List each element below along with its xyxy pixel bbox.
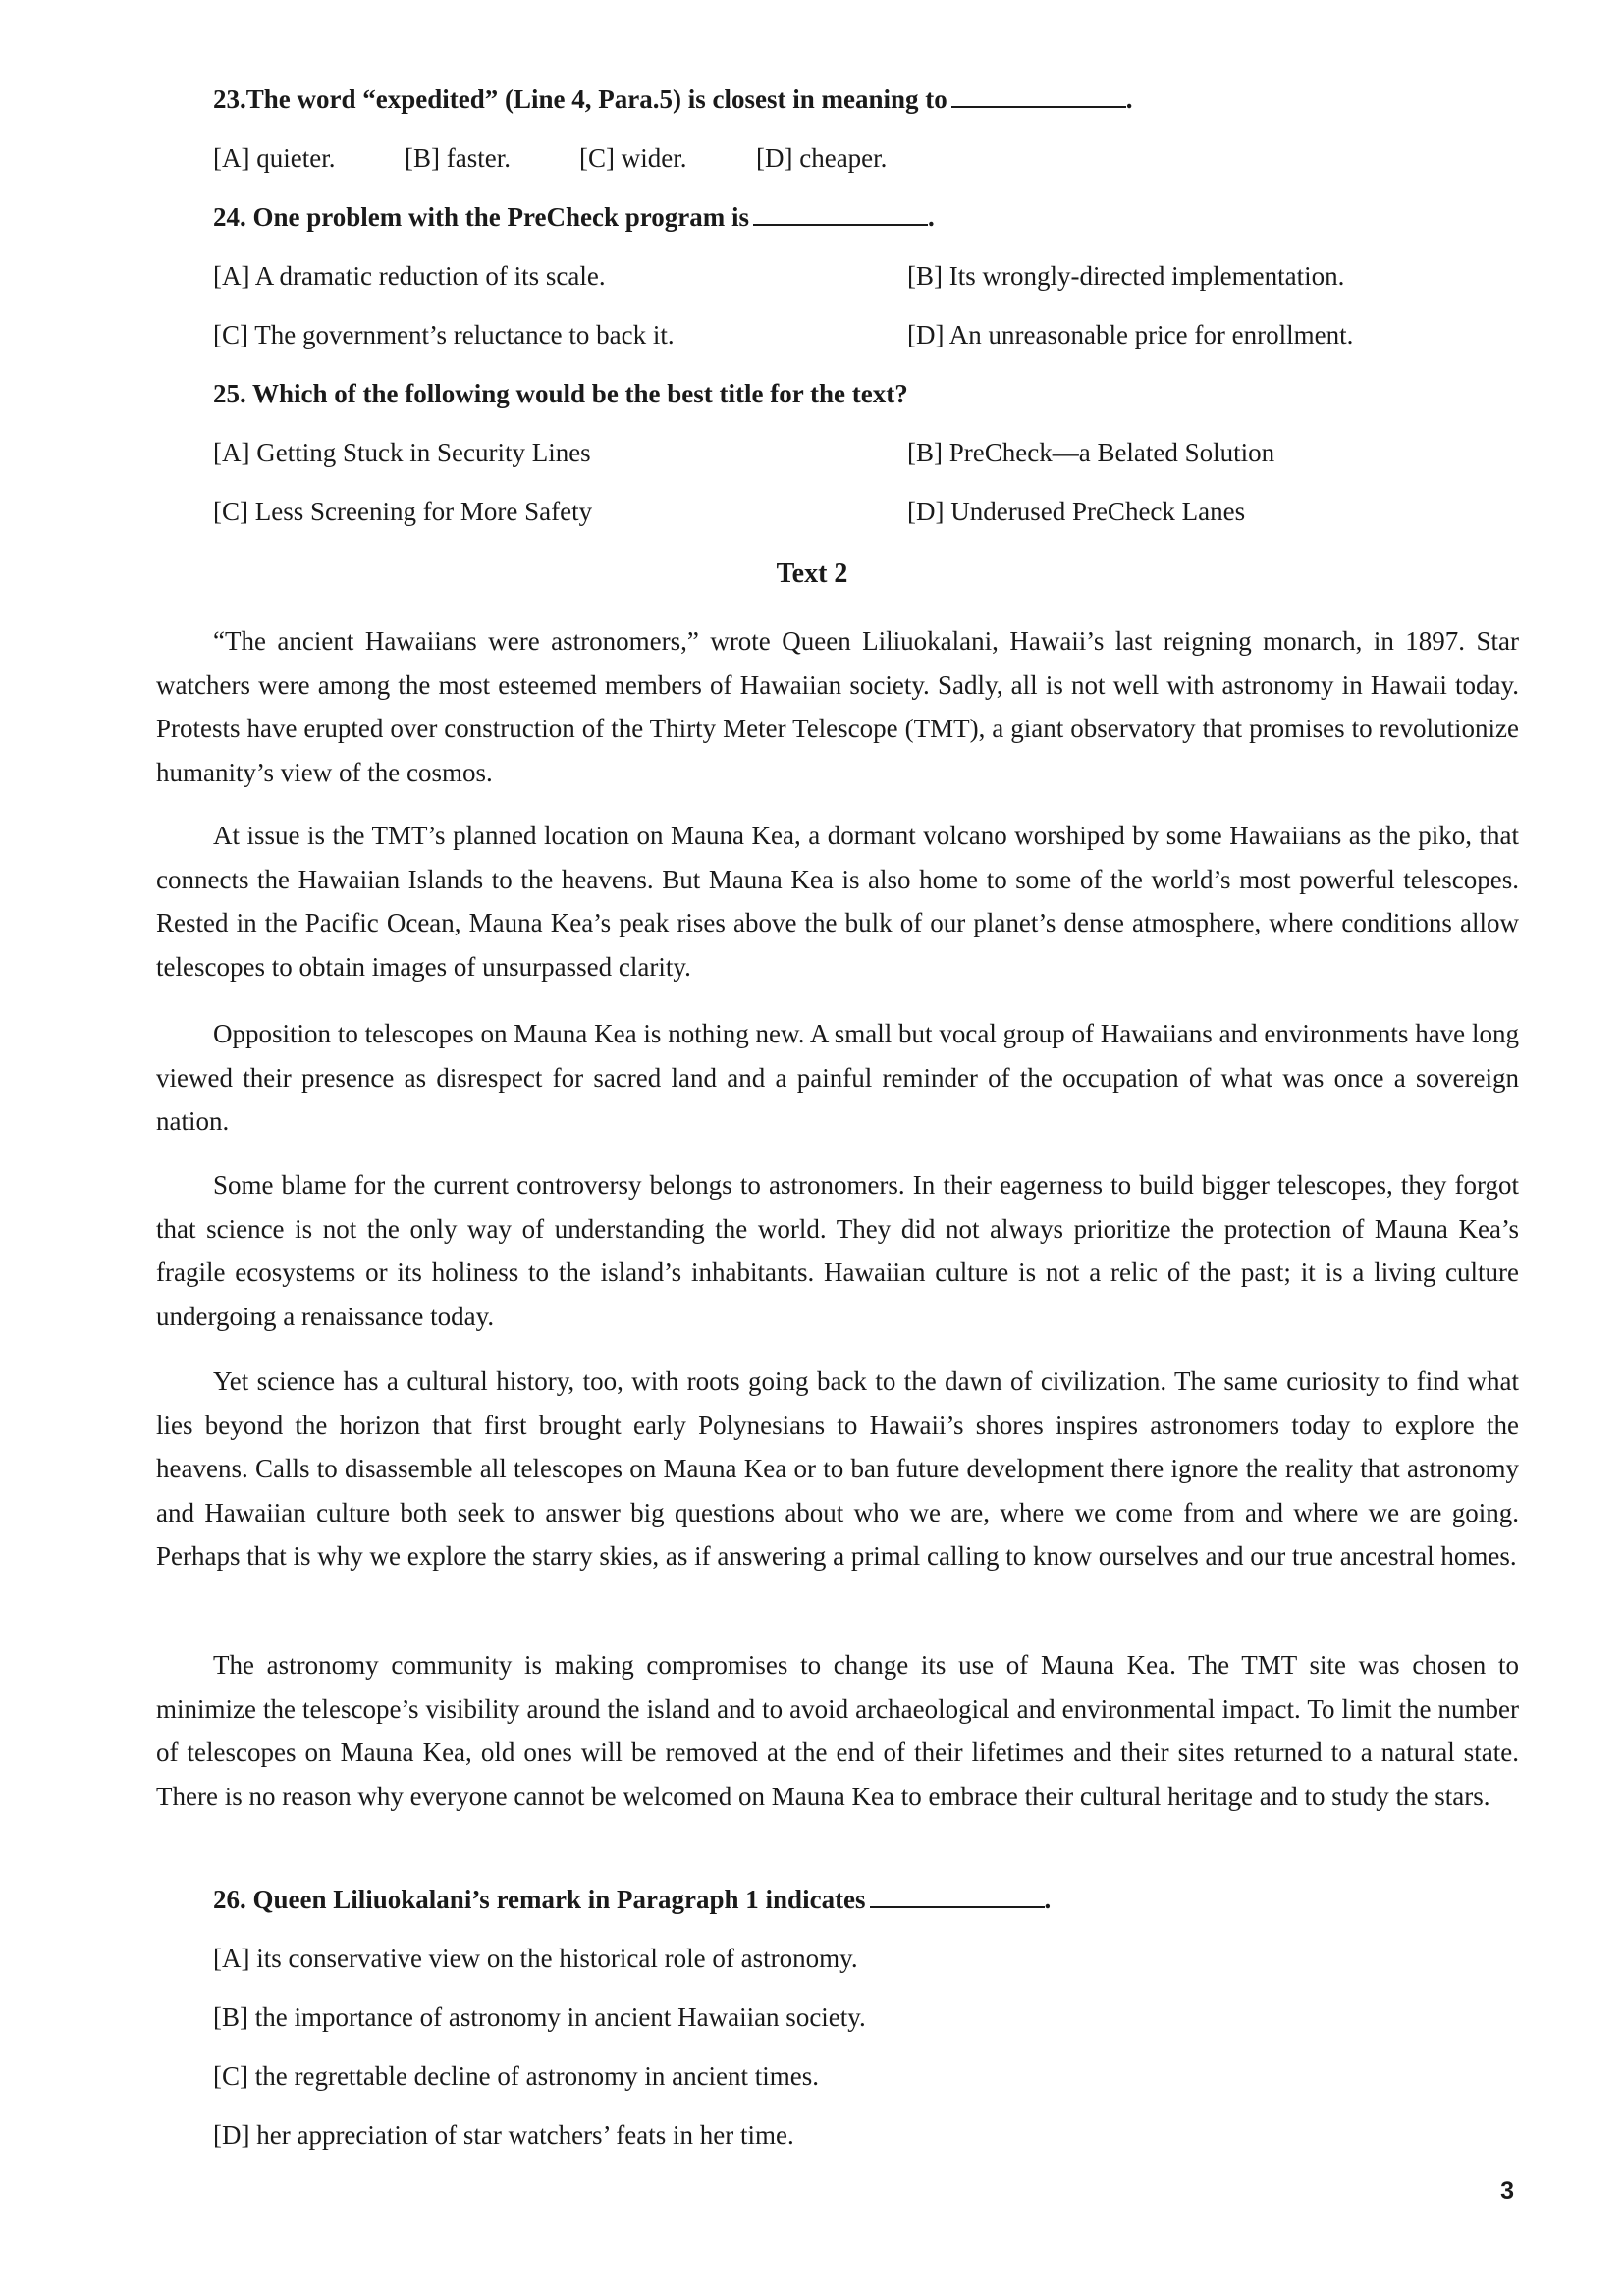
q24-option-a: [A] A dramatic reduction of its scale. xyxy=(213,261,606,291)
q23-option-a: [A] quieter. xyxy=(213,143,336,173)
q25-option-c: [C] Less Screening for More Safety xyxy=(213,497,593,526)
q25-option-a: [A] Getting Stuck in Security Lines xyxy=(213,438,591,467)
question-23-stem: 23.The word “expedited” (Line 4, Para.5) is closest in meaning to . xyxy=(213,84,1133,114)
question-23-text: 23.The word “expedited” (Line 4, Para.5) is closest in meaning to xyxy=(213,84,947,114)
text-2-paragraph-3: Opposition to telescopes on Mauna Kea is nothing new. A small but vocal group of Hawaiians and environments have long viewed their presence as disrespect for sacred land and a painful reminder of the occupation of what was once a sovereign nation. xyxy=(156,1019,1519,1136)
text-2-heading: Text 2 xyxy=(776,559,848,589)
text-2-paragraph-1: “The ancient Hawaiians were astronomers,” wrote Queen Liliuokalani, Hawaii’s last reigning monarch, in 1897. Star watchers were among the most esteemed members of Hawaiian society. Sadly, all is not well with astronomy in Hawaii today. Protests have erupted over construction of the Thirty Meter Telescope (TMT), a giant observatory that promises to revolutionize humanity’s view of the cosmos. xyxy=(156,626,1519,787)
q24-option-b: [B] Its wrongly-directed implementation. xyxy=(907,261,1345,291)
text-2-paragraph-4: Some blame for the current controversy belongs to astronomers. In their eagerness to build bigger telescopes, they forgot that science is not the only way of understanding the world. They did not always prioritize the protection of Mauna Kea’s fragile ecosystems or its holiness to the island’s inhabitants. Hawaiian culture is not a relic of the past; it is a living culture undergoing a renaissance today. xyxy=(156,1170,1519,1331)
answer-blank xyxy=(753,200,928,226)
q24-option-c: [C] The government’s reluctance to back it. xyxy=(213,320,675,349)
question-24-text: 24. One problem with the PreCheck program is xyxy=(213,202,749,232)
question-26-text: 26. Queen Liliuokalani’s remark in Paragraph 1 indicates xyxy=(213,1885,866,1914)
text-2-paragraph-5: Yet science has a cultural history, too, with roots going back to the dawn of civilization. The same curiosity to find what lies beyond the horizon that first brought early Polynesians to Hawaii’s shores inspires astronomers today to explore the heavens. Calls to disassemble all telescopes on Mauna Kea or to ban future development there ignore the reality that astronomy and Hawaiian culture both seek to answer big questions about who we are, where we come from and where we are going. Perhaps that is why we explore the starry skies, as if answering a primal calling to know ourselves and our true ancestral homes. xyxy=(156,1366,1519,1571)
question-25-stem: 25. Which of the following would be the best title for the text? xyxy=(213,379,908,408)
text-2-paragraph-2: At issue is the TMT’s planned location on Mauna Kea, a dormant volcano worshiped by some Hawaiians as the piko, that connects the Hawaiian Islands to the heavens. But Mauna Kea is also home to some of the world’s most powerful telescopes. Rested in the Pacific Ocean, Mauna Kea’s peak rises above the bulk of our planet’s dense atmosphere, where conditions allow telescopes to obtain images of unsurpassed clarity. xyxy=(156,821,1519,982)
q25-option-b: [B] PreCheck—a Belated Solution xyxy=(907,438,1275,467)
q25-option-d: [D] Underused PreCheck Lanes xyxy=(907,497,1246,526)
answer-blank xyxy=(870,1883,1045,1908)
q23-option-d: [D] cheaper. xyxy=(756,143,888,173)
page-number: 3 xyxy=(1500,2177,1514,2205)
q26-option-c: [C] the regrettable decline of astronomy in ancient times. xyxy=(213,2061,820,2091)
text-2-paragraph-6: The astronomy community is making compromises to change its use of Mauna Kea. The TMT site was chosen to minimize the telescope’s visibility around the island and to avoid archaeological and environmental impact. To limit the number of telescopes on Mauna Kea, old ones will be removed at the end of their lifetimes and their sites returned to a natural state. There is no reason why everyone cannot be welcomed on Mauna Kea to embrace their cultural heritage and to study the stars. xyxy=(156,1650,1519,1811)
question-24-stem: 24. One problem with the PreCheck program is . xyxy=(213,202,935,232)
question-26-stem: 26. Queen Liliuokalani’s remark in Paragraph 1 indicates . xyxy=(213,1885,1052,1914)
q24-option-d: [D] An unreasonable price for enrollment. xyxy=(907,320,1354,349)
q23-option-b: [B] faster. xyxy=(405,143,511,173)
answer-blank xyxy=(951,82,1126,108)
q26-option-b: [B] the importance of astronomy in ancient Hawaiian society. xyxy=(213,2002,866,2032)
q23-option-c: [C] wider. xyxy=(579,143,687,173)
q26-option-a: [A] its conservative view on the historical role of astronomy. xyxy=(213,1944,858,1973)
q26-option-d: [D] her appreciation of star watchers’ feats in her time. xyxy=(213,2120,794,2150)
